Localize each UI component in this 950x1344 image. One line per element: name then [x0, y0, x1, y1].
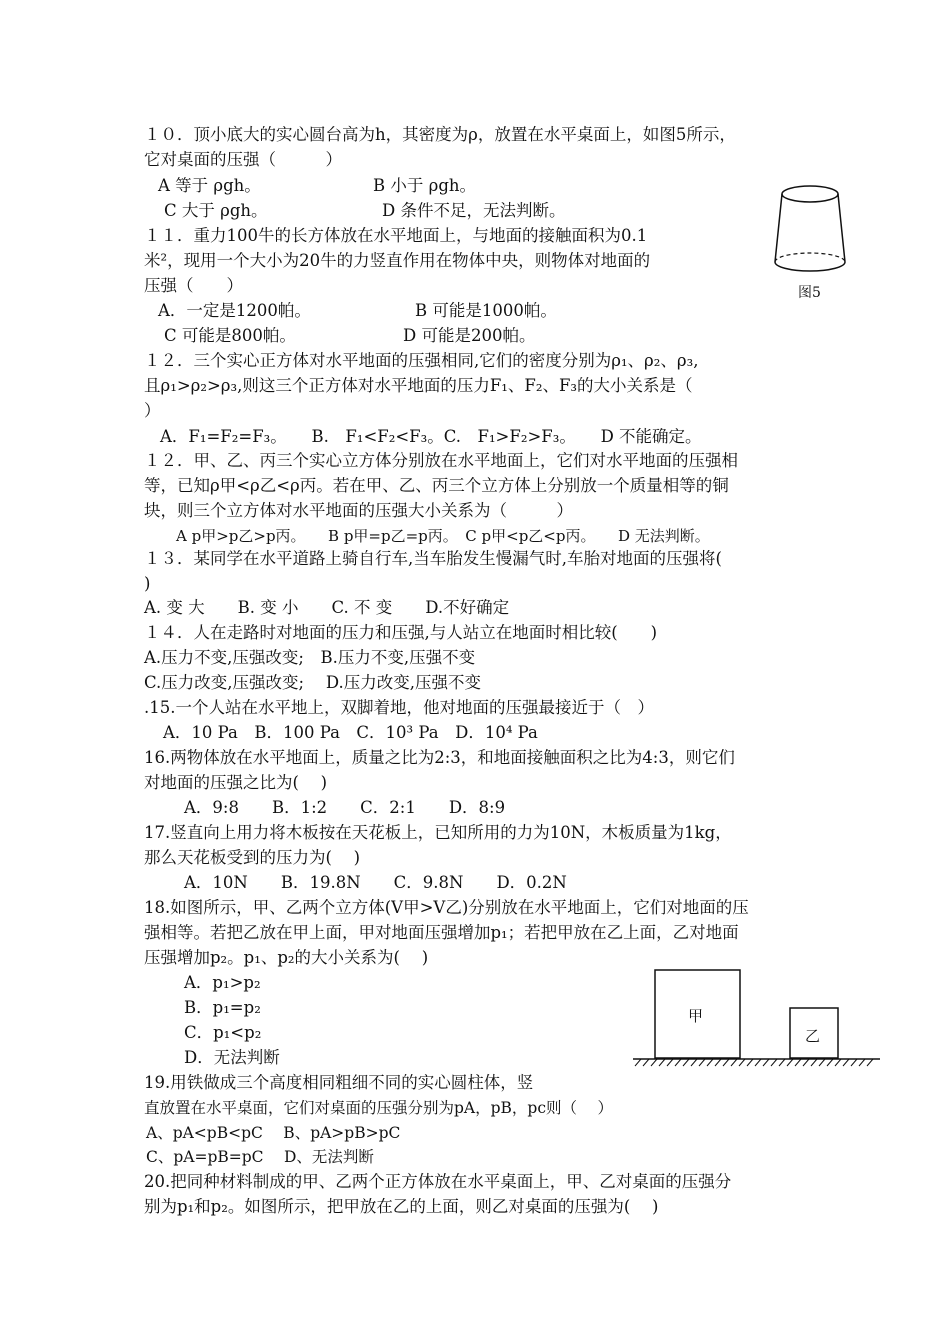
q18-stem-line1: 18.如图所示，甲、乙两个立方体(V甲>V乙)分别放在水平地面上，它们对地面的压	[144, 898, 749, 917]
q15-stem-line1: .15.一个人站在水平地上，双脚着地，他对地面的压强最接近于（ ）	[144, 698, 654, 717]
q18-option-a: A．p₁>p₂	[184, 973, 261, 992]
q11-option-a: A．一定是1200帕。	[158, 301, 311, 320]
q19-stem-line2: 直放置在水平桌面，它们对桌面的压强分别为pA，pB，pc则（ ）	[144, 1099, 613, 1117]
q11-option-b: B 可能是1000帕。	[415, 301, 557, 320]
frustum-base-front	[775, 262, 845, 271]
frustum-left-edge	[775, 194, 782, 262]
q17-options: A．10N B．19.8N C．9.8N D．0.2N	[184, 873, 567, 892]
q16-stem-line1: 16.两物体放在水平地面上，质量之比为2:3，和地面接触面积之比为4:3，则它们	[144, 748, 735, 767]
q14-stem-line1: １４．人在走路时对地面的压力和压强,与人站立在地面时相比较( )	[144, 623, 658, 642]
q11-option-c: C 可能是800帕。	[164, 326, 296, 345]
q10-option-a: A 等于 ρgh。	[158, 176, 261, 195]
frustum-right-edge	[838, 194, 845, 262]
q20-stem-line1: 20.把同种材料制成的甲、乙两个正方体放在水平桌面上，甲、乙对桌面的压强分	[144, 1172, 732, 1191]
q13-stem-line1: １３．某同学在水平道路上骑自行车,当车胎发生慢漏气时,车胎对地面的压强将(	[144, 549, 722, 568]
q19-options-line1: A、pA<pB<pC B、pA>pB>pC	[146, 1124, 401, 1142]
q12b-stem-line1: １２．甲、乙、丙三个实心立方体分别放在水平地面上，它们对水平地面的压强相	[144, 451, 738, 470]
q20-stem-line2: 别为p₁和p₂。如图所示，把甲放在乙的上面，则乙对桌面的压强为( )	[144, 1197, 659, 1216]
q10-option-d: D 条件不足，无法判断。	[382, 201, 566, 220]
q12b-options: A p甲>p乙>p丙。 B p甲=p乙=p丙。 C p甲<p乙<p丙。 D 无法判断。	[176, 527, 710, 545]
q18-stem-line3: 压强增加p₂。p₁、p₂的大小关系为( )	[144, 948, 429, 967]
q18-option-c: C．p₁<p₂	[184, 1023, 262, 1042]
q19-stem-line1: 19.用铁做成三个高度相同粗细不同的实心圆柱体，竖	[144, 1073, 534, 1092]
q19-options-line2: C、pA=pB=pC D、无法判断	[146, 1148, 374, 1166]
q12a-stem-line3: ）	[144, 401, 161, 420]
q10-stem-line1: １０．顶小底大的实心圆台高为h，其密度为ρ，放置在水平桌面上，如图5所示，	[144, 125, 736, 144]
q17-stem-line2: 那么天花板受到的压力为( )	[144, 848, 361, 867]
q12a-stem-line2: 且ρ₁>ρ₂>ρ₃,则这三个正方体对水平地面的压力F₁、F₂、F₃的大小关系是（	[144, 376, 693, 395]
q15-options: A．10 Pa B．100 Pa C．10³ Pa D．10⁴ Pa	[163, 723, 538, 742]
frustum-base-back	[775, 253, 845, 262]
q11-stem-line3: 压强（ ）	[144, 276, 243, 295]
q18-option-b: B．p₁=p₂	[184, 998, 261, 1017]
q12b-stem-line2: 等，已知ρ甲<ρ乙<ρ丙。若在甲、乙、丙三个立方体上分别放一个质量相等的铜	[144, 476, 729, 495]
cube-yi-label: 乙	[805, 1028, 821, 1045]
figure-5-caption: 图5	[798, 285, 821, 301]
q13-options: A. 变 大 B. 变 小 C. 不 变 D.不好确定	[144, 598, 510, 617]
q11-stem-line2: 米²，现用一个大小为20牛的力竖直作用在物体中央，则物体对地面的	[144, 251, 651, 270]
q11-stem-line1: １１．重力100牛的长方体放在水平地面上，与地面的接触面积为0.1	[144, 226, 648, 245]
q10-option-b: B 小于 ρgh。	[373, 176, 477, 195]
ground-hatching	[635, 1059, 873, 1066]
q13-stem-line2: )	[144, 574, 151, 593]
q10-option-c: C 大于 ρgh。	[164, 201, 268, 220]
q16-options: A．9:8 B．1:2 C．2:1 D．8:9	[184, 798, 506, 817]
q16-stem-line2: 对地面的压强之比为( )	[144, 773, 328, 792]
q12a-stem-line1: １２．三个实心正方体对水平地面的压强相同,它们的密度分别为ρ₁、ρ₂、ρ₃,	[144, 351, 699, 370]
q10-stem-line2: 它对桌面的压强（ ）	[144, 150, 342, 169]
q17-stem-line1: 17.竖直向上用力将木板按在天花板上，已知所用的力为10N，木板质量为1kg，	[144, 823, 732, 842]
q14-options-line2: C.压力改变,压强改变; D.压力改变,压强不变	[144, 673, 481, 692]
frustum-top	[782, 186, 838, 202]
q12a-options: A．F₁=F₂=F₃。 B. F₁<F₂<F₃。C. F₁>F₂>F₃。 D 不能确定。	[160, 427, 702, 446]
q12b-stem-line3: 块，则三个立方体对水平地面的压强大小关系为（ ）	[144, 501, 573, 520]
q11-option-d: D 可能是200帕。	[403, 326, 536, 345]
cube-jia-label: 甲	[688, 1008, 704, 1025]
q14-options-line1: A.压力不变,压强改变; B.压力不变,压强不变	[144, 648, 476, 667]
q18-stem-line2: 强相等。若把乙放在甲上面，甲对地面压强增加p₁；若把甲放在乙上面，乙对地面	[144, 923, 739, 942]
q18-option-d: D．无法判断	[184, 1048, 280, 1067]
